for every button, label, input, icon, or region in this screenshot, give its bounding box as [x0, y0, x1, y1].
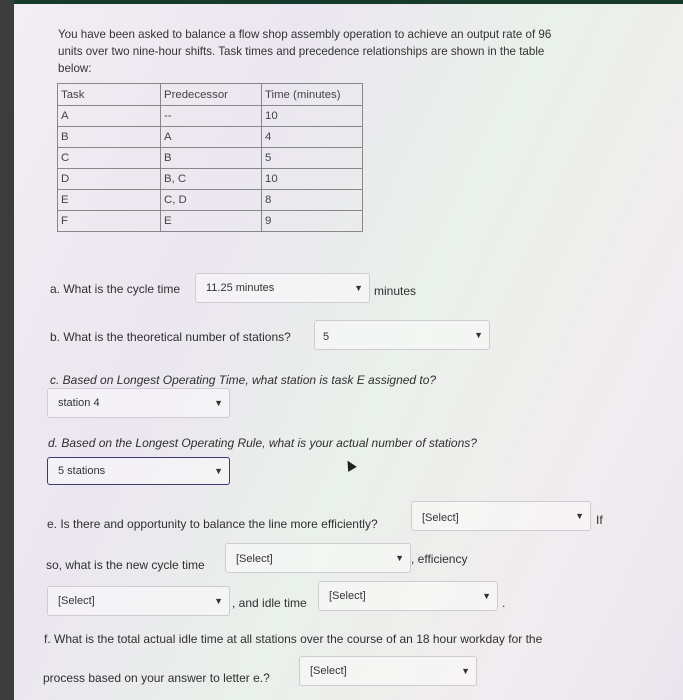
time-cell: 8	[262, 190, 363, 211]
theoretical-stations-select[interactable]	[314, 320, 490, 350]
predecessor-cell: E	[161, 211, 262, 232]
task-cell: B	[58, 127, 161, 148]
column-header: Time (minutes)	[262, 84, 363, 106]
question-a-text: a. What is the cycle time	[50, 282, 181, 296]
question-e-text: e. Is there and opportunity to balance the line more efficiently?	[47, 517, 378, 531]
chevron-down-icon: ▼	[575, 511, 584, 521]
question-e-if: If	[596, 513, 603, 527]
question-e-cycle-text: so, what is the new cycle time	[46, 558, 205, 572]
table-row	[58, 211, 363, 232]
table-header-row	[58, 84, 363, 106]
column-header: Predecessor	[161, 84, 262, 106]
task-cell: F	[58, 211, 161, 232]
task-table	[57, 83, 363, 232]
time-cell: 5	[262, 148, 363, 169]
station-assignment-select[interactable]	[47, 388, 230, 418]
table-row	[58, 190, 363, 211]
total-idle-time-value: [Select]	[310, 665, 347, 677]
question-f-text: f. What is the total actual idle time at all stations over the course of an 18 hour workday for the	[44, 632, 543, 646]
idle-time-value: [Select]	[329, 590, 366, 602]
task-cell: A	[58, 106, 161, 127]
question-e-end: .	[502, 596, 506, 610]
efficiency-value: [Select]	[58, 595, 95, 607]
cycle-time-select[interactable]	[195, 273, 370, 303]
time-cell: 4	[262, 127, 363, 148]
question-f-text-2: process based on your answer to letter e.?	[43, 671, 270, 685]
table-row	[58, 106, 363, 127]
time-cell: 10	[262, 169, 363, 190]
question-e-efficiency-text: , efficiency	[411, 552, 468, 566]
question-e-idle-text: , and idle time	[232, 596, 307, 610]
column-header: Task	[58, 84, 161, 106]
efficiency-select[interactable]	[47, 586, 230, 616]
question-c-text: c. Based on Longest Operating Time, what station is task E assigned to?	[50, 373, 437, 387]
screen-edge	[0, 0, 14, 700]
task-cell: D	[58, 169, 161, 190]
question-intro: You have been asked to balance a flow shop assembly operation to achieve an output rate of 96 units over two nine-hour shifts. Task times and precedence relationships are shown in the table below:	[58, 28, 552, 75]
time-cell: 10	[262, 106, 363, 127]
actual-stations-value: 5 stations	[58, 465, 106, 477]
chevron-down-icon: ▼	[214, 466, 223, 476]
top-strip	[14, 0, 683, 4]
predecessor-cell: B	[161, 148, 262, 169]
question-d-text: d. Based on the Longest Operating Rule, what is your actual number of stations?	[48, 436, 477, 450]
new-cycle-time-value: [Select]	[236, 553, 273, 565]
chevron-down-icon: ▼	[474, 330, 483, 340]
table-row	[58, 148, 363, 169]
chevron-down-icon: ▼	[214, 596, 223, 606]
question-b-text: b. What is the theoretical number of stations?	[50, 330, 291, 344]
chevron-down-icon: ▼	[214, 398, 223, 408]
table-row	[58, 169, 363, 190]
idle-time-select[interactable]	[318, 581, 498, 611]
new-cycle-time-select[interactable]	[225, 543, 411, 573]
station-assignment-value: station 4	[58, 397, 100, 409]
total-idle-time-select[interactable]	[299, 656, 477, 686]
question-a-suffix: minutes	[374, 284, 417, 298]
cycle-time-value: 11.25 minutes	[206, 282, 275, 294]
task-cell: C	[58, 148, 161, 169]
theoretical-stations-value: 5	[323, 331, 330, 343]
chevron-down-icon: ▼	[482, 591, 491, 601]
time-cell: 9	[262, 211, 363, 232]
chevron-down-icon: ▼	[354, 283, 363, 293]
predecessor-cell: C, D	[161, 190, 262, 211]
predecessor-cell: A	[161, 127, 262, 148]
actual-stations-select[interactable]	[47, 457, 230, 485]
chevron-down-icon: ▼	[461, 666, 470, 676]
predecessor-cell: B, C	[161, 169, 262, 190]
task-cell: E	[58, 190, 161, 211]
balance-opportunity-value: [Select]	[422, 512, 459, 524]
balance-opportunity-select[interactable]	[411, 501, 591, 531]
table-row	[58, 127, 363, 148]
predecessor-cell: --	[161, 106, 262, 127]
chevron-down-icon: ▼	[395, 553, 404, 563]
